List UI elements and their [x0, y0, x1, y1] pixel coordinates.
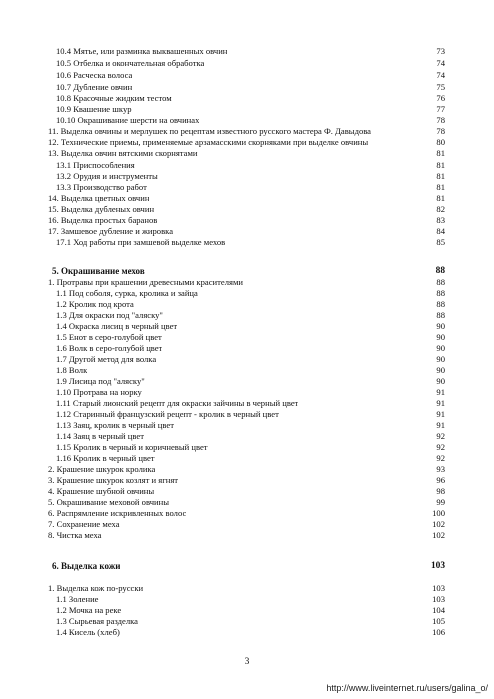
toc-entry-title: 3. Крашение шкурок козлят и ягнят — [48, 475, 179, 485]
toc-entry-page: 92 — [436, 442, 445, 452]
toc-entry — [0, 310, 494, 321]
toc-entry-page: 90 — [436, 354, 445, 364]
toc-entry — [0, 497, 494, 508]
footer-url[interactable]: http://www.liveinternet.ru/users/galina_o/ — [326, 683, 488, 693]
toc-entry-page: 81 — [436, 160, 445, 170]
toc-entry-page: 105 — [432, 616, 445, 626]
toc-entry — [0, 288, 494, 299]
toc-entry-title: 1.15 Кролик в черный и коричневый цвет — [56, 442, 208, 452]
toc-entry — [0, 115, 494, 126]
toc-entry-page: 104 — [432, 605, 445, 615]
toc-entry-page: 91 — [436, 409, 445, 419]
toc-entry-page: 78 — [436, 115, 445, 125]
toc-entry-page: 88 — [435, 266, 445, 276]
toc-entry-page: 92 — [436, 431, 445, 441]
toc-entry — [0, 237, 494, 248]
toc-entry — [0, 398, 494, 409]
toc-entry-title: 13.1 Приспособления — [56, 160, 135, 170]
toc-entry — [0, 104, 494, 115]
toc-entry-title: 2. Крашение шкурок кролика — [48, 464, 156, 474]
toc-entry-title: 1.14 Заяц в черный цвет — [56, 431, 144, 441]
toc-entry — [0, 343, 494, 354]
toc-entry — [0, 409, 494, 420]
toc-entry — [0, 475, 494, 486]
toc-entry — [0, 46, 494, 57]
toc-entry-page: 73 — [436, 46, 445, 56]
toc-entry — [0, 486, 494, 497]
toc-entry — [0, 204, 494, 215]
toc-entry-title: 1.10 Протрава на норку — [56, 387, 142, 397]
toc-section-heading — [0, 561, 494, 572]
toc-entry-title: 10.4 Мятье, или разминка выквашенных овчин — [56, 46, 228, 56]
toc-entry-title: 17.1 Ход работы при замшевой выделке мехов — [56, 237, 226, 247]
toc-entry-title: 6. Распрямление искривленных волос — [48, 508, 187, 518]
toc-entry — [0, 277, 494, 288]
toc-entry-page: 91 — [436, 398, 445, 408]
toc-entry-title: 1.5 Енот в серо-голубой цвет — [56, 332, 162, 342]
toc-entry-title: 1.4 Кисель (хлеб) — [56, 627, 120, 637]
toc-entry-page: 92 — [436, 453, 445, 463]
toc-entry-page: 88 — [436, 288, 445, 298]
toc-entry-title: 11. Выделка овчины и мерлушек по рецептам известного русского мастера Ф. Давыдова — [48, 126, 371, 136]
toc-entry-title: 1. Выделка кож по-русски — [48, 583, 144, 593]
toc-entry-page: 103 — [432, 583, 445, 593]
toc-entry — [0, 519, 494, 530]
toc-entry — [0, 171, 494, 182]
toc-entry-title: 1.16 Кролик в черный цвет — [56, 453, 155, 463]
toc-entry-title: 1.2 Мочка на реке — [56, 605, 122, 615]
toc-entry-title: 13. Выделка овчин вятскими скорнятами — [48, 148, 198, 158]
toc-entry-page: 82 — [436, 204, 445, 214]
toc-entry-page: 90 — [436, 365, 445, 375]
toc-entry-page: 83 — [436, 215, 445, 225]
toc-entry-page: 102 — [432, 519, 445, 529]
toc-entry-title: 1.6 Волк в серо-голубой цвет — [56, 343, 163, 353]
toc-entry — [0, 627, 494, 638]
toc-entry-title: 8. Чистка меха — [48, 530, 102, 540]
toc-entry-page: 88 — [436, 310, 445, 320]
toc-entry — [0, 160, 494, 171]
toc-entry-title: 1.9 Лисица под "аляску" — [56, 376, 145, 386]
toc-entry — [0, 321, 494, 332]
toc-entry — [0, 616, 494, 627]
toc-entry — [0, 299, 494, 310]
toc-entry-page: 78 — [436, 126, 445, 136]
toc-entry-title: 1.3 Для окраски под "аляску" — [56, 310, 163, 320]
toc-entry-page: 75 — [436, 82, 445, 92]
toc-entry — [0, 215, 494, 226]
toc-entry-title: 1.1 Золение — [56, 594, 99, 604]
toc-entry-page: 90 — [436, 321, 445, 331]
toc-entry-title: 10.5 Отбелка и окончательная обработка — [56, 58, 205, 68]
toc-entry — [0, 193, 494, 204]
toc-entry-page: 85 — [436, 237, 445, 247]
toc-entry — [0, 442, 494, 453]
toc-entry-title: 1.11 Старый лионский рецепт для окраски зайчины в черный цвет — [56, 398, 299, 408]
toc-entry-page: 76 — [436, 93, 445, 103]
toc-entry-page: 103 — [432, 594, 445, 604]
toc-entry — [0, 332, 494, 343]
toc-entry-page: 90 — [436, 343, 445, 353]
toc-entry-title: 13.2 Орудия и инструменты — [56, 171, 158, 181]
toc-entry-title: 10.10 Окрашивание шерсти на овчинах — [56, 115, 200, 125]
toc-entry-title: 5. Окрашивание мехов — [52, 266, 145, 276]
toc-entry — [0, 182, 494, 193]
page-number: 3 — [244, 657, 250, 667]
toc-entry-page: 98 — [436, 486, 445, 496]
toc-entry-page: 103 — [430, 561, 445, 571]
toc-entry — [0, 387, 494, 398]
toc-entry — [0, 58, 494, 69]
toc-entry-page: 77 — [436, 104, 445, 114]
toc-entry-title: 10.9 Квашение шкур — [56, 104, 132, 114]
toc-entry — [0, 148, 494, 159]
toc-entry-page: 91 — [436, 387, 445, 397]
toc-entry-title: 4. Крашение шубной овчины — [48, 486, 155, 496]
toc-entry — [0, 354, 494, 365]
toc-entry-page: 74 — [436, 70, 445, 80]
toc-entry — [0, 376, 494, 387]
toc-entry-page: 81 — [436, 182, 445, 192]
toc-entry-page: 88 — [436, 299, 445, 309]
toc-entry-title: 5. Окрашивание меховой овчины — [48, 497, 169, 507]
toc-entry-title: 1.3 Сырьевая разделка — [56, 616, 138, 626]
toc-entry-page: 80 — [436, 137, 445, 147]
toc-entry — [0, 226, 494, 237]
toc-entry-title: 1. Протравы при крашении древесными красителями — [48, 277, 243, 287]
toc-entry — [0, 594, 494, 605]
toc-entry-title: 7. Сохранение меха — [48, 519, 120, 529]
toc-entry-page: 99 — [436, 497, 445, 507]
toc-entry-title: 1.12 Старинный французский рецепт - кролик в черный цвет — [56, 409, 279, 419]
toc-entry-title: 1.2 Кролик под крота — [56, 299, 134, 309]
toc-entry-title: 1.1 Под соболя, сурка, кролика и зайца — [56, 288, 198, 298]
toc-entry-title: 17. Замшевое дубление и жировка — [48, 226, 174, 236]
toc-entry-page: 81 — [436, 148, 445, 158]
toc-entry-page: 96 — [436, 475, 445, 485]
toc-entry-page: 102 — [432, 530, 445, 540]
toc-entry — [0, 365, 494, 376]
toc-entry-title: 13.3 Производство работ — [56, 182, 147, 192]
toc-entry — [0, 508, 494, 519]
toc-entry-title: 16. Выделка простых баранов — [48, 215, 158, 225]
toc-entry — [0, 464, 494, 475]
toc-entry — [0, 431, 494, 442]
toc-entry-page: 90 — [436, 332, 445, 342]
toc-entry-title: 12. Технические приемы, применяемые арзамасскими скорняками при выделке овчины — [48, 137, 369, 147]
toc-entry-title: 1.13 Заяц, кролик в черный цвет — [56, 420, 174, 430]
toc-entry — [0, 137, 494, 148]
toc-entry-title: 10.6 Расческа волоса — [56, 70, 133, 80]
toc-entry — [0, 70, 494, 81]
toc-entry-page: 88 — [436, 277, 445, 287]
toc-entry-title: 15. Выделка дубленых овчин — [48, 204, 155, 214]
toc-entry-page: 100 — [432, 508, 445, 518]
toc-entry — [0, 82, 494, 93]
toc-entry-title: 10.8 Красочные жидким тестом — [56, 93, 172, 103]
toc-entry-title: 14. Выделка цветных овчин — [48, 193, 150, 203]
toc-entry-page: 84 — [436, 226, 445, 236]
toc-entry-title: 10.7 Дубление овчин — [56, 82, 133, 92]
toc-section-heading — [0, 266, 494, 277]
toc-entry — [0, 530, 494, 541]
toc-entry-page: 91 — [436, 420, 445, 430]
toc-entry-page: 81 — [436, 171, 445, 181]
toc-entry — [0, 605, 494, 616]
toc-entry-page: 81 — [436, 193, 445, 203]
toc-entry-page: 93 — [436, 464, 445, 474]
toc-entry-page: 74 — [436, 58, 445, 68]
toc-entry-title: 1.7 Другой метод для волка — [56, 354, 157, 364]
toc-entry-title: 1.4 Окраска лисиц в черный цвет — [56, 321, 178, 331]
toc-entry — [0, 453, 494, 464]
toc-entry-title: 1.8 Волк — [56, 365, 88, 375]
toc-entry-page: 90 — [436, 376, 445, 386]
toc-entry-page: 106 — [432, 627, 445, 637]
toc-entry — [0, 583, 494, 594]
toc-entry-title: 6. Выделка кожи — [52, 561, 121, 571]
toc-entry — [0, 420, 494, 431]
toc-entry — [0, 126, 494, 137]
toc-entry — [0, 93, 494, 104]
